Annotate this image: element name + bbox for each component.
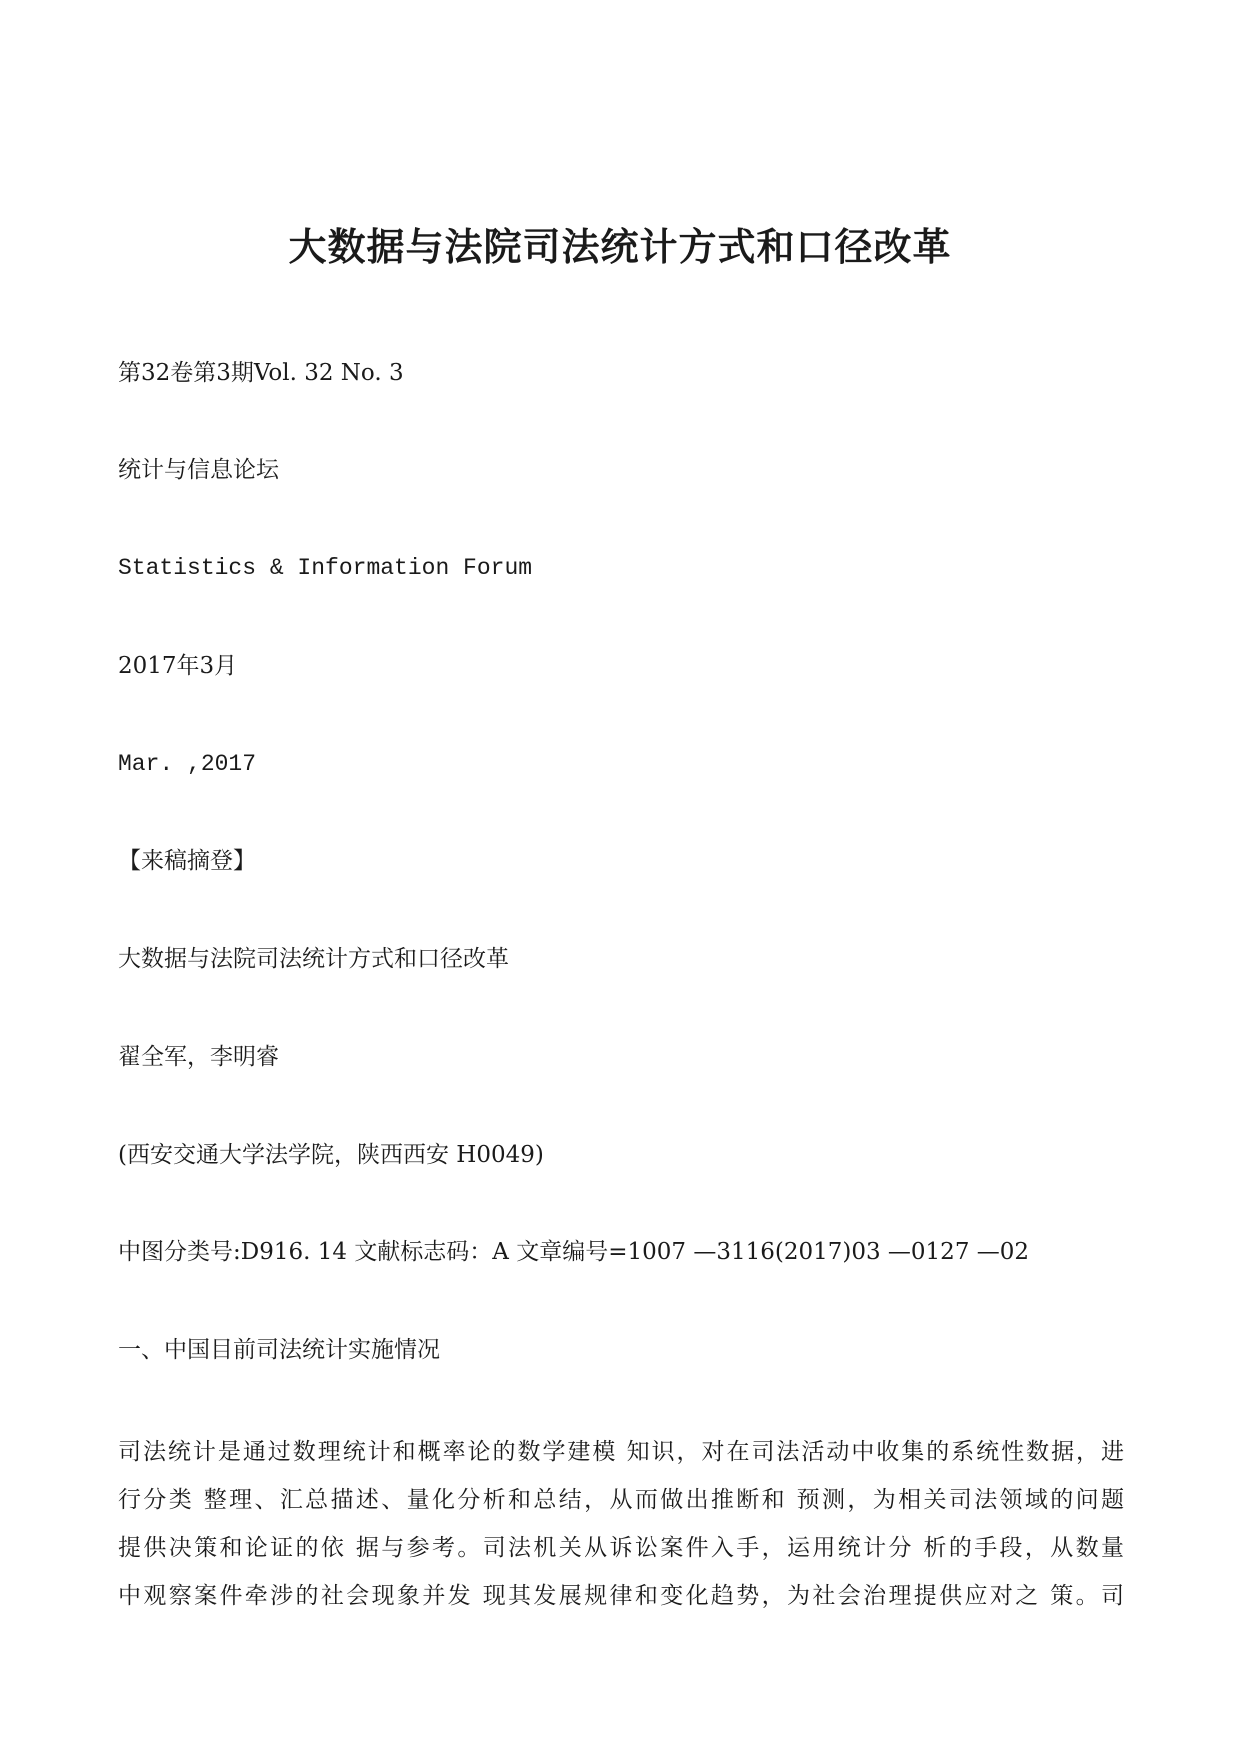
article-title: 大数据与法院司法统计方式和口径改革	[118, 946, 509, 972]
section-heading: 一、中国目前司法统计实施情况	[118, 1337, 440, 1363]
affiliation: (西安交通大学法学院，陕西西安 H0049)	[118, 1142, 544, 1168]
journal-name-en: Statistics & Information Forum	[118, 555, 533, 581]
classification-line: 中图分类号:D916. 14 文献标志码：A 文章编号=1007 —3116(2017)03 —0127 —02	[118, 1239, 1030, 1265]
section-tag: 【来稿摘登】	[118, 848, 256, 874]
body-line: 提供决策和论证的依 据与参考。司法机关从诉讼案件入手，运用统计分 析的手段，从数量	[118, 1535, 1124, 1561]
body-line: 司法统计是通过数理统计和概率论的数学建模 知识，对在司法活动中收集的系统性数据，进	[118, 1439, 1124, 1465]
date-cn: 2017年3月	[118, 653, 238, 679]
body-paragraph	[118, 1428, 1124, 1620]
date-en: Mar. ,2017	[118, 751, 257, 777]
authors: 翟全军，李明睿	[118, 1044, 279, 1070]
body-line: 中观察案件牵涉的社会现象并发 现其发展规律和变化趋势，为社会治理提供应对之 策。司	[118, 1583, 1124, 1609]
document-title: 大数据与法院司法统计方式和口径改革	[288, 224, 952, 269]
body-line: 行分类 整理、汇总描述、量化分析和总结，从而做出推断和 预测，为相关司法领域的问题	[118, 1487, 1124, 1513]
volume-text: 第32卷第3期Vol. 32 No. 3	[118, 360, 404, 386]
volume-line	[118, 358, 404, 388]
journal-name-cn: 统计与信息论坛	[118, 457, 279, 483]
